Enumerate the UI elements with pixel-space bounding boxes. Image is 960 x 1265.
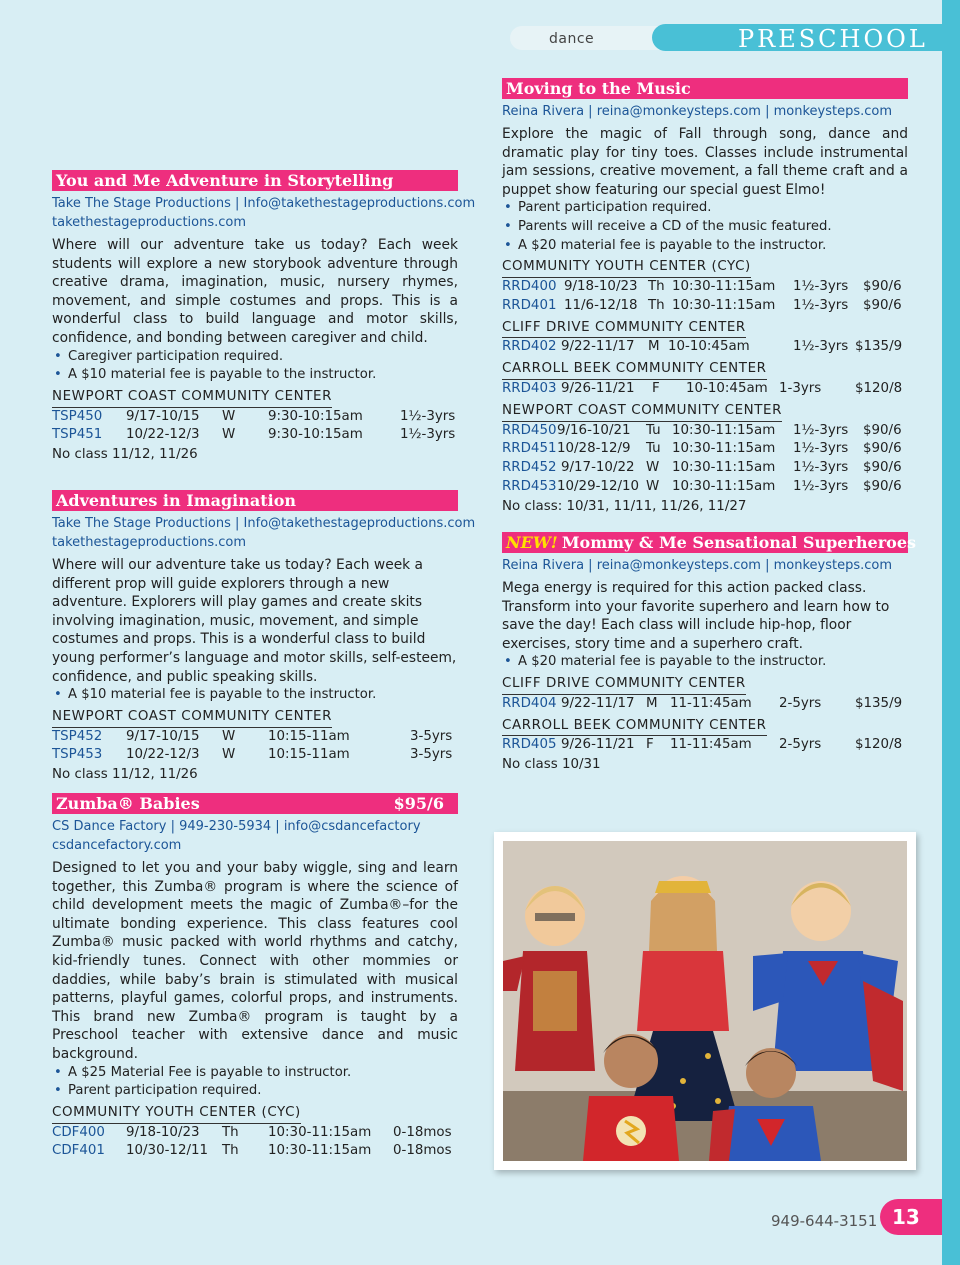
class-title-bar	[502, 78, 908, 99]
class-fee: $90/6	[863, 422, 902, 438]
class-bullets	[52, 1064, 458, 1101]
location-heading: CARROLL BEEK COMMUNITY CENTER	[502, 360, 767, 380]
location-heading: COMMUNITY YOUTH CENTER (CYC)	[52, 1104, 301, 1124]
class-moving-to-music	[502, 78, 908, 516]
class-code[interactable]: RRD401	[502, 297, 557, 313]
class-time: 10-10:45am	[668, 339, 750, 355]
bullet-item: • Parent participation required.	[52, 1082, 458, 1101]
class-day: M	[648, 339, 660, 355]
bullet-item: • A $25 Material Fee is payable to instructor.	[52, 1064, 458, 1083]
class-code[interactable]: CDF400	[52, 1124, 105, 1140]
schedule-row	[52, 1142, 458, 1161]
class-age: 1½-3yrs	[400, 408, 456, 424]
bullet-item: • Parent participation required.	[502, 199, 908, 218]
class-title-bar	[52, 170, 458, 191]
class-code[interactable]: RRD405	[502, 737, 557, 753]
class-day: W	[222, 408, 236, 424]
superhero-kids-illustration	[503, 841, 907, 1161]
class-time: 10:15-11am	[268, 728, 350, 744]
class-description: Explore the magic of Fall through song, dance and dramatic play for tiny toes. Classes include instrumental jam sessions, creative movement, a fall theme craft and a puppet show featuring our special guest Elmo!	[502, 126, 908, 198]
page-title: PRESCHOOL	[738, 25, 928, 53]
class-website[interactable]: takethestageproductions.com	[52, 215, 247, 230]
location-heading: CARROLL BEEK COMMUNITY CENTER	[502, 717, 767, 737]
class-superheroes	[502, 532, 917, 774]
class-fee: $120/8	[855, 737, 903, 753]
class-age: 1-3yrs	[779, 380, 822, 396]
schedule-row	[502, 422, 908, 441]
class-code[interactable]: RRD450	[502, 422, 557, 438]
class-note: No class 11/12, 11/26	[52, 447, 198, 463]
class-note: No class: 10/31, 11/11, 11/26, 11/27	[502, 498, 747, 514]
class-time: 11-11:45am	[670, 737, 752, 753]
class-dates: 9/17-10/15	[126, 408, 200, 424]
class-age: 1½-3yrs	[793, 460, 849, 476]
class-website[interactable]: csdancefactory.com	[52, 838, 182, 853]
class-code[interactable]: RRD403	[502, 380, 557, 396]
class-time: 10:15-11am	[268, 747, 350, 763]
schedule-row	[52, 746, 458, 765]
class-age: 1½-3yrs	[793, 297, 849, 313]
class-time: 10:30-11:15am	[268, 1124, 372, 1140]
schedule-row	[502, 338, 908, 357]
class-price: $95/6	[393, 794, 444, 813]
class-description: Where will our adventure take us today? Each week students will explore a new storybook adventure through creative drama, imagination, music, nursery rhymes, movement, and simple costumes and props. This is a wonderful class to build language and motor skills, confidence, and bonding between caregiver and child.	[52, 237, 458, 346]
class-fee: $90/6	[863, 460, 902, 476]
class-day: F	[652, 380, 660, 396]
class-time: 10:30-11:15am	[672, 441, 776, 457]
class-title-bar	[52, 793, 458, 814]
class-code[interactable]: TSP450	[52, 408, 103, 424]
class-title-bar	[502, 532, 917, 553]
class-dates: 9/16-10/21	[557, 422, 631, 438]
class-fee: $90/6	[863, 441, 902, 457]
class-description: Mega energy is required for this action packed class. Transform into your favorite superhero and learn how to save the day! Each class will include hip-hop, floor exercises, story time and a superhero craft.	[502, 580, 890, 652]
class-fee: $90/6	[863, 278, 902, 294]
class-dates: 10/22-12/3	[126, 747, 200, 763]
class-note: No class 10/31	[502, 757, 601, 773]
schedule-row	[502, 459, 908, 478]
class-bullets	[52, 686, 458, 705]
class-dates: 9/18-10/23	[126, 1124, 200, 1140]
class-fee: $135/9	[855, 695, 903, 711]
class-day: W	[646, 478, 660, 494]
class-code[interactable]: RRD400	[502, 278, 557, 294]
class-bullets	[502, 653, 908, 672]
class-time: 10:30-11:15am	[672, 278, 776, 294]
schedule-row	[52, 408, 458, 427]
class-contact[interactable]: CS Dance Factory | 949-230-5934 | info@csdancefactory	[52, 819, 421, 834]
class-age: 3-5yrs	[410, 747, 453, 763]
schedule-row	[52, 728, 458, 747]
class-code[interactable]: RRD452	[502, 460, 557, 476]
location-heading: NEWPORT COAST COMMUNITY CENTER	[502, 402, 782, 422]
bullet-item: • A $20 material fee is payable to the instructor.	[502, 237, 908, 256]
class-contact[interactable]: Take The Stage Productions | Info@takethestageproductions.com	[52, 516, 476, 531]
location-heading: NEWPORT COAST COMMUNITY CENTER	[52, 388, 332, 408]
class-code[interactable]: TSP452	[52, 728, 103, 744]
class-bullets	[52, 348, 458, 385]
class-age: 1½-3yrs	[793, 478, 849, 494]
class-age: 0-18mos	[393, 1124, 452, 1140]
class-time: 10:30-11:15am	[672, 460, 776, 476]
class-dates: 10/30-12/11	[126, 1143, 209, 1159]
class-age: 1½-3yrs	[793, 339, 849, 355]
footer-phone: 949-644-3151	[771, 1212, 878, 1230]
class-website[interactable]: takethestageproductions.com	[52, 535, 247, 550]
class-day: M	[646, 695, 658, 711]
class-note: No class 11/12, 11/26	[52, 767, 198, 783]
schedule-row	[502, 736, 908, 755]
class-time: 10:30-11:15am	[672, 478, 776, 494]
class-dates: 9/17-10/15	[126, 728, 200, 744]
class-code[interactable]: TSP453	[52, 747, 103, 763]
class-time: 11-11:45am	[670, 695, 752, 711]
photo-frame	[494, 832, 916, 1170]
header-tab-label: dance	[549, 31, 595, 47]
class-day: W	[222, 728, 236, 744]
class-code[interactable]: RRD453	[502, 478, 557, 494]
class-day: Th	[648, 278, 665, 294]
class-title: Adventures in Imagination	[56, 491, 297, 510]
location-heading: CLIFF DRIVE COMMUNITY CENTER	[502, 319, 746, 339]
class-code[interactable]: RRD451	[502, 441, 557, 457]
class-age: 0-18mos	[393, 1143, 452, 1159]
class-dates: 10/28-12/9	[557, 441, 631, 457]
class-code[interactable]: RRD404	[502, 695, 557, 711]
class-dates: 9/26-11/21	[561, 380, 635, 396]
class-dates: 9/26-11/21	[561, 737, 635, 753]
class-bullets	[502, 199, 908, 255]
class-day: Th	[648, 297, 665, 313]
class-contact[interactable]: Reina Rivera | reina@monkeysteps.com | monkeysteps.com	[502, 558, 893, 573]
class-dates: 9/18-10/23	[564, 278, 638, 294]
location-heading: NEWPORT COAST COMMUNITY CENTER	[52, 708, 332, 728]
bullet-item: • Parents will receive a CD of the music featured.	[502, 218, 908, 237]
class-time: 10-10:45am	[686, 380, 768, 396]
class-day: F	[646, 737, 654, 753]
bullet-item: • A $10 material fee is payable to the instructor.	[52, 686, 458, 705]
class-code[interactable]: TSP451	[52, 427, 103, 443]
class-code[interactable]: CDF401	[52, 1143, 105, 1159]
class-dates: 9/17-10/22	[561, 460, 635, 476]
page-number: 13	[880, 1199, 942, 1235]
class-age: 1½-3yrs	[793, 441, 849, 457]
class-age: 1½-3yrs	[793, 278, 849, 294]
class-dates: 9/22-11/17	[561, 339, 635, 355]
class-dates: 10/22-12/3	[126, 427, 200, 443]
location-heading: COMMUNITY YOUTH CENTER (CYC)	[502, 258, 751, 278]
class-contact[interactable]: Take The Stage Productions | Info@takethestageproductions.com	[52, 196, 476, 211]
class-title: Zumba® Babies	[56, 794, 200, 813]
class-fee: $90/6	[863, 297, 902, 313]
class-time: 10:30-11:15am	[672, 422, 776, 438]
class-storytelling	[52, 170, 476, 464]
right-edge-strip	[942, 0, 960, 1265]
class-day: Tu	[646, 441, 661, 457]
class-fee: $120/8	[855, 380, 903, 396]
class-time: 9:30-10:15am	[268, 408, 363, 424]
class-code[interactable]: RRD402	[502, 339, 557, 355]
schedule-row	[502, 278, 908, 297]
class-age: 2-5yrs	[779, 695, 822, 711]
schedule-row	[502, 695, 908, 714]
class-title: Mommy & Me Sensational Superheroes	[561, 533, 917, 552]
class-day: Th	[222, 1143, 239, 1159]
class-age: 1½-3yrs	[793, 422, 849, 438]
class-contact[interactable]: Reina Rivera | reina@monkeysteps.com | monkeysteps.com	[502, 104, 893, 119]
schedule-row	[52, 1124, 458, 1143]
class-fee: $90/6	[863, 478, 902, 494]
class-time: 10:30-11:15am	[672, 297, 776, 313]
class-dates: 9/22-11/17	[561, 695, 635, 711]
class-title-bar	[52, 490, 458, 511]
new-badge: NEW!	[506, 533, 558, 552]
schedule-row	[502, 380, 908, 399]
bullet-item: • A $20 material fee is payable to the instructor.	[502, 653, 908, 672]
class-day: W	[646, 460, 660, 476]
class-day: Tu	[646, 422, 661, 438]
class-dates: 11/6-12/18	[564, 297, 638, 313]
schedule-row	[502, 478, 908, 497]
class-time: 10:30-11:15am	[268, 1143, 372, 1159]
schedule-row	[502, 297, 908, 316]
class-dates: 10/29-12/10	[557, 478, 640, 494]
schedule-row	[52, 426, 458, 445]
class-age: 3-5yrs	[410, 728, 453, 744]
schedule-row	[502, 440, 908, 459]
class-day: W	[222, 747, 236, 763]
class-day: W	[222, 427, 236, 443]
class-age: 2-5yrs	[779, 737, 822, 753]
class-age: 1½-3yrs	[400, 427, 456, 443]
class-time: 9:30-10:15am	[268, 427, 363, 443]
class-day: Th	[222, 1124, 239, 1140]
class-fee: $135/9	[855, 339, 903, 355]
bullet-item: • A $10 material fee is payable to the instructor.	[52, 366, 458, 385]
class-description: Where will our adventure take us today? Each week a different prop will guide explorers through a new adventure. Explorers will play games and create skits involving imagination, music, movement, and simple costumes and props. This is a wonderful class to build young performer’s language and motor skills, self-esteem, confidence, and public speaking skills.	[52, 557, 457, 685]
superhero-kids-photo	[503, 841, 907, 1161]
class-title: Moving to the Music	[506, 79, 691, 98]
class-description: Designed to let you and your baby wiggle, sing and learn together, this Zumba® program is where the science of child development meets the magic of Zumba®–for the ultimate bonding experience. This class features cool Zumba® music packed with world rhythms and catchy, kid-friendly tunes. Connect with other mommies or daddies, while baby’s brain is stimulated with musical patterns, playful games, colorful props, and instruments. This brand new Zumba® program is taught by a Preschool teacher with extensive dance and music background.	[52, 860, 458, 1062]
class-imagination	[52, 490, 476, 784]
bullet-item: • Caregiver participation required.	[52, 348, 458, 367]
location-heading: CLIFF DRIVE COMMUNITY CENTER	[502, 675, 746, 695]
class-title: You and Me Adventure in Storytelling	[56, 171, 394, 190]
class-zumba-babies	[52, 793, 458, 1161]
